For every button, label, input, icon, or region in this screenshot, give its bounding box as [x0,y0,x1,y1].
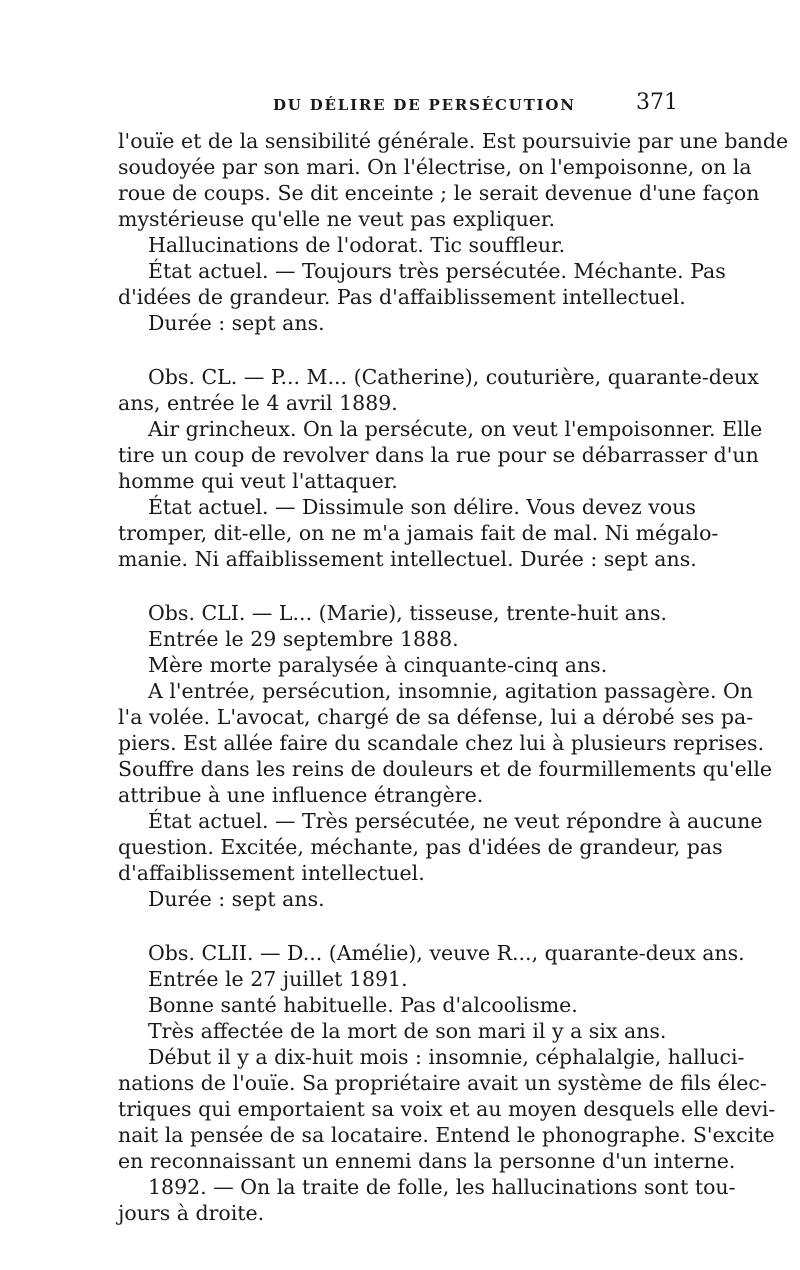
text-line: État actuel. — Dissimule son délire. Vous devez vous [148,495,696,519]
paragraph-gap [118,572,684,600]
page-header [118,92,678,122]
text-line: manie. Ni affaiblissement intellectuel. Durée : sept ans. [118,547,697,571]
text-line: Mère morte paralysée à cinquante-cinq ans. [148,653,608,677]
text-line: Début il y a dix-huit mois : insomnie, céphalalgie, halluci- [148,1045,745,1069]
text-line: en reconnaissant un ennemi dans la personne d'un interne. [118,1149,736,1173]
text-line: question. Excitée, méchante, pas d'idées de grandeur, pas [118,835,723,859]
text-line: Hallucinations de l'odorat. Tic souffleur. [148,233,566,257]
body-text [118,128,789,1226]
observation-heading: Obs. CLI. — L... (Marie), tisseuse, trente-huit ans. [148,601,668,625]
text-line: soudoyée par son mari. On l'électrise, on l'empoisonne, on la [118,155,752,179]
text-line: Très affectée de la mort de son mari il y a six ans. [148,1019,667,1043]
text-line: 1892. — On la traite de folle, les hallucinations sont tou- [148,1175,736,1199]
text-line: Souffre dans les reins de douleurs et de fourmillements qu'elle [118,757,773,781]
observation-heading: Obs. CLII. — D... (Amélie), veuve R..., quarante-deux ans. [148,941,745,965]
paragraph-gap [118,336,684,364]
text-line: Air grincheux. On la persécute, on veut l'empoisonner. Elle [148,417,763,441]
text-line: tromper, dit-elle, on ne m'a jamais fait de mal. Ni mégalo- [118,521,719,545]
text-line: ans, entrée le 4 avril 1889. [118,391,398,415]
text-line: homme qui veut l'attaquer. [118,469,398,493]
observation-heading: Obs. CL. — P... M... (Catherine), couturière, quarante-deux [148,365,759,389]
page-number: 371 [636,90,678,115]
text-line: État actuel. — Très persécutée, ne veut répondre à aucune [148,809,763,833]
text-line: jours à droite. [118,1201,265,1225]
text-line: tire un coup de revolver dans la rue pour se débarrasser d'un [118,443,759,467]
text-line: nations de l'ouïe. Sa propriétaire avait un système de fils élec- [118,1071,767,1095]
text-line: l'a volée. L'avocat, chargé de sa défense, lui a dérobé ses pa- [118,705,754,729]
running-head: DU DÉLIRE DE PERSÉCUTION [273,96,576,114]
paragraph-gap [118,912,684,940]
text-line: piers. Est allée faire du scandale chez lui à plusieurs reprises. [118,731,765,755]
text-line: A l'entrée, persécution, insomnie, agitation passagère. On [148,679,753,703]
text-line: d'idées de grandeur. Pas d'affaiblissement intellectuel. [118,285,686,309]
text-line: Durée : sept ans. [148,887,325,911]
text-line: roue de coups. Se dit enceinte ; le serait devenue d'une façon [118,181,760,205]
text-line: d'affaiblissement intellectuel. [118,861,425,885]
text-line: Entrée le 27 juillet 1891. [148,967,408,991]
text-line: Bonne santé habituelle. Pas d'alcoolisme. [148,993,578,1017]
text-line: nait la pensée de sa locataire. Entend le phonographe. S'excite [118,1123,775,1147]
text-line: attribue à une influence étrangère. [118,783,484,807]
text-line: triques qui emportaient sa voix et au moyen desquels elle devi- [118,1097,776,1121]
text-line: Entrée le 29 septembre 1888. [148,627,459,651]
text-line: mystérieuse qu'elle ne veut pas expliquer. [118,207,555,231]
text-line: l'ouïe et de la sensibilité générale. Est poursuivie par une bande [118,129,789,153]
text-line: Durée : sept ans. [148,311,325,335]
text-line: État actuel. — Toujours très persécutée. Méchante. Pas [148,259,726,283]
